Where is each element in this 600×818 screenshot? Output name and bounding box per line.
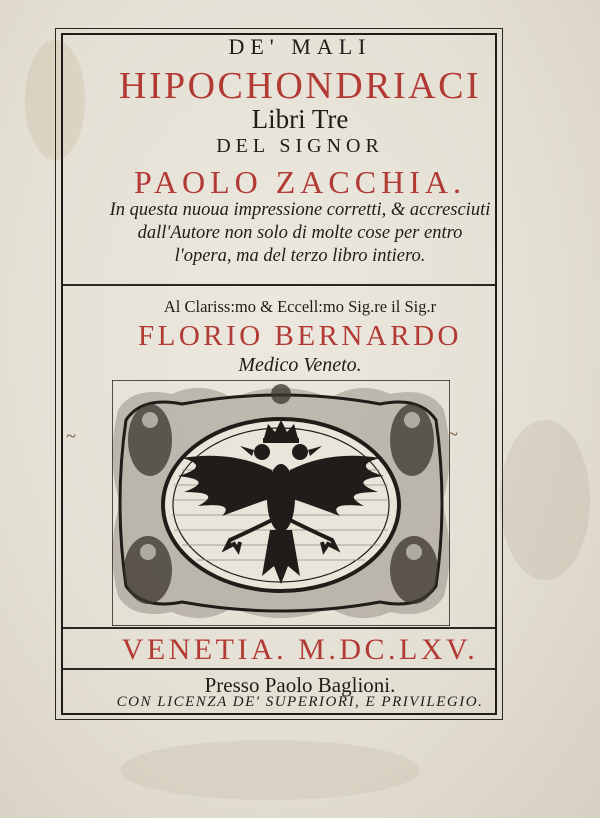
paper-stain [500, 420, 590, 580]
dedicatee-title: Medico Veneto. [238, 354, 362, 376]
license-line: CON LICENZA DE' SUPERIORI, E PRIVILEGIO. [116, 694, 484, 710]
author-prefix: DEL SIGNOR [216, 135, 384, 157]
imprint-place-date: VENETIA. M.DC.LXV. [121, 633, 479, 666]
paper-stain [120, 740, 420, 800]
divider-rule [63, 284, 495, 286]
woodcut-eagle-emblem [112, 380, 450, 626]
edition-note-line-3: l'opera, ma del terzo libro intiero. [174, 246, 426, 266]
handwritten-mark-right: ~ [448, 424, 458, 444]
edition-note-line-2: dall'Autore non solo di molte cose per entro [137, 223, 463, 243]
title-main: HIPOCHONDRIACI [118, 65, 482, 107]
divider-rule [63, 627, 495, 629]
handwritten-mark-left: ~ [66, 426, 76, 446]
title-subtitle: Libri Tre [251, 104, 349, 134]
author-name: PAOLO ZACCHIA. [134, 164, 466, 200]
printer-line: Presso Paolo Baglioni. [204, 673, 396, 697]
dedicatee-name: FLORIO BERNARDO [138, 320, 462, 352]
dedication-line: Al Clariss:mo & Eccell:mo Sig.re il Sig.r [163, 297, 437, 316]
edition-note-line-1: In questa nuoua impressione corretti, & accresciuti [109, 200, 491, 220]
divider-rule [63, 668, 495, 670]
title-line-1: DE' MALI [228, 34, 372, 59]
